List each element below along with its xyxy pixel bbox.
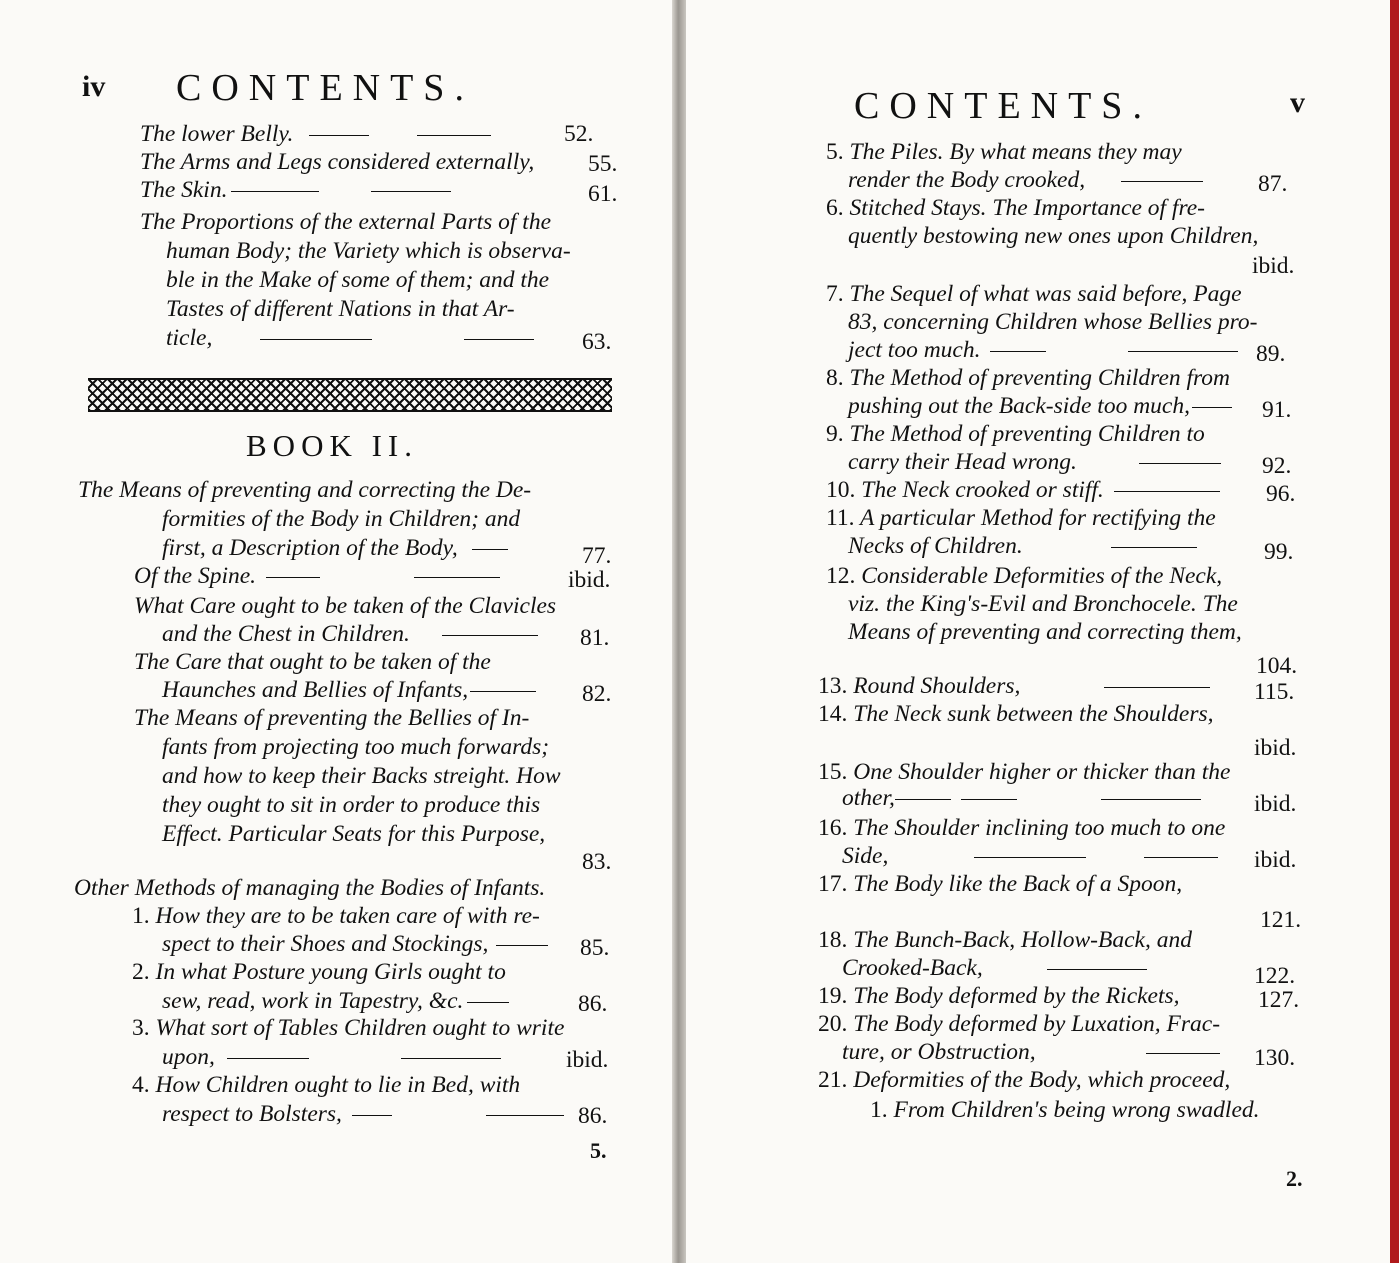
toc-entry: first, a Description of the Body, — [162, 534, 508, 562]
toc-page-ref: ibid. — [1254, 735, 1297, 761]
toc-page-ref: 86. — [578, 1103, 608, 1129]
page-number-right: v — [1290, 86, 1305, 119]
toc-entry: 4. How Children ought to lie in Bed, with — [132, 1072, 521, 1098]
contents-title-left: CONTENTS. — [176, 67, 474, 109]
toc-entry: Effect. Particular Seats for this Purpose, — [162, 821, 546, 847]
book-gutter — [672, 0, 686, 1263]
toc-entry: Crooked-Back, — [842, 954, 1147, 982]
toc-page-ref: 86. — [578, 991, 608, 1017]
toc-page-ref: 87. — [1258, 171, 1288, 197]
contents-title-right: CONTENTS. — [854, 85, 1152, 127]
printers-ornament-band — [88, 378, 612, 412]
toc-entry: 5. The Piles. By what means they may — [826, 139, 1182, 165]
toc-entry: Of the Spine. — [134, 562, 500, 590]
toc-entry: formities of the Body in Children; and — [162, 506, 521, 532]
toc-page-ref: 89. — [1256, 341, 1286, 367]
toc-entry: ture, or Obstruction, — [842, 1038, 1220, 1066]
toc-entry: The Proportions of the external Parts of the — [140, 209, 551, 235]
toc-page-ref: 96. — [1266, 481, 1296, 507]
toc-entry: Means of preventing and correcting them, — [848, 619, 1242, 645]
toc-entry: 1. How they are to be taken care of with re- — [132, 903, 540, 929]
toc-entry: and the Chest in Children. — [162, 620, 538, 648]
toc-page-ref: 104. — [1256, 653, 1298, 679]
toc-entry: and how to keep their Backs streight. How — [162, 763, 561, 789]
toc-entry: 14. The Neck sunk between the Shoulders, — [818, 701, 1214, 727]
toc-page-ref: 82. — [582, 681, 612, 707]
toc-entry: spect to their Shoes and Stockings, — [162, 930, 548, 958]
toc-entry: 15. One Shoulder higher or thicker than the — [818, 759, 1231, 785]
toc-entry: The Means of preventing and correcting the De- — [78, 477, 532, 503]
toc-page-ref: 121. — [1260, 907, 1302, 933]
toc-page-ref: ibid. — [1254, 791, 1297, 817]
toc-page-ref: 127. — [1258, 987, 1300, 1013]
toc-entry: 16. The Shoulder inclining too much to one — [818, 815, 1226, 841]
toc-entry: Other Methods of managing the Bodies of Infants. — [74, 875, 546, 901]
toc-entry: The Skin. — [140, 176, 451, 204]
toc-entry: The Care that ought to be taken of the — [134, 649, 491, 675]
toc-entry: Necks of Children. — [848, 532, 1197, 560]
toc-entry: 21. Deformities of the Body, which proceed, — [818, 1067, 1231, 1093]
toc-entry: they ought to sit in order to produce this — [162, 792, 541, 818]
toc-entry: The Arms and Legs considered externally, — [140, 149, 535, 175]
toc-entry: 17. The Body like the Back of a Spoon, — [818, 871, 1183, 897]
toc-entry: 12. Considerable Deformities of the Neck, — [826, 563, 1223, 589]
toc-entry: 3. What sort of Tables Children ought to write — [132, 1015, 565, 1041]
toc-page-ref: 77. — [582, 543, 612, 569]
toc-page-ref: ibid. — [1252, 253, 1295, 279]
toc-page-ref: 85. — [580, 935, 610, 961]
toc-entry: ject too much. — [848, 336, 1238, 364]
toc-entry: viz. the King's-Evil and Bronchocele. The — [848, 591, 1238, 617]
toc-entry: human Body; the Variety which is observa- — [166, 238, 571, 264]
toc-entry: 2. In what Posture young Girls ought to — [132, 959, 506, 985]
toc-entry: respect to Bolsters, — [162, 1100, 564, 1128]
book-heading: BOOK II. — [246, 428, 418, 463]
toc-entry: 13. Round Shoulders, — [818, 672, 1210, 700]
toc-page-ref: 115. — [1254, 679, 1295, 705]
toc-entry: 8. The Method of preventing Children from — [826, 365, 1231, 391]
toc-page-ref: 92. — [1262, 453, 1292, 479]
toc-page-ref: 83. — [582, 849, 612, 875]
toc-entry: 19. The Body deformed by the Rickets, — [818, 983, 1180, 1009]
toc-page-ref: 52. — [564, 121, 594, 147]
toc-entry: 83, concerning Children whose Bellies pro- — [848, 309, 1258, 335]
toc-entry: quently bestowing new ones upon Children, — [848, 223, 1259, 249]
toc-entry: render the Body crooked, — [848, 166, 1203, 194]
toc-page-ref: 63. — [582, 329, 612, 355]
toc-page-ref: 61. — [588, 181, 618, 207]
toc-entry: ticle, — [166, 324, 534, 352]
toc-page-ref: ibid. — [1254, 847, 1297, 873]
toc-entry: 11. A particular Method for rectifying the — [826, 505, 1216, 531]
toc-entry: 1. From Children's being wrong swadled. — [870, 1097, 1260, 1123]
toc-page-ref: ibid. — [568, 567, 611, 593]
toc-entry: Haunches and Bellies of Infants, — [162, 676, 536, 704]
toc-entry: 10. The Neck crooked or stiff. — [826, 476, 1220, 504]
toc-entry: The lower Belly. — [140, 120, 491, 148]
toc-page-ref: 130. — [1254, 1045, 1296, 1071]
toc-entry: carry their Head wrong. — [848, 448, 1221, 476]
toc-entry: other, — [842, 784, 1201, 812]
page-number-left: iv — [82, 70, 106, 103]
toc-entry: upon, — [162, 1043, 501, 1071]
toc-entry: Tastes of different Nations in that Ar- — [166, 296, 515, 322]
left-page — [0, 0, 672, 1263]
toc-entry: 9. The Method of preventing Children to — [826, 421, 1205, 447]
toc-page-ref: 81. — [580, 625, 610, 651]
catchword-right: 2. — [1286, 1166, 1303, 1191]
toc-entry: The Means of preventing the Bellies of In- — [134, 705, 530, 731]
toc-entry: sew, read, work in Tapestry, &c. — [162, 987, 509, 1015]
toc-entry: fants from projecting too much forwards; — [162, 734, 550, 760]
toc-entry: 7. The Sequel of what was said before, Page — [826, 281, 1242, 307]
toc-page-ref: 99. — [1264, 539, 1294, 565]
toc-entry: 6. Stitched Stays. The Importance of fre- — [826, 195, 1205, 221]
toc-page-ref: ibid. — [566, 1047, 609, 1073]
catchword-left: 5. — [590, 1138, 607, 1163]
toc-entry: 20. The Body deformed by Luxation, Frac- — [818, 1011, 1221, 1037]
right-page — [686, 0, 1390, 1263]
toc-page-ref: 55. — [588, 151, 618, 177]
toc-page-ref: 91. — [1262, 397, 1292, 423]
toc-page-ref: 122. — [1254, 963, 1296, 989]
toc-entry: What Care ought to be taken of the Clavicles — [134, 593, 557, 619]
toc-entry: pushing out the Back-side too much, — [848, 392, 1232, 420]
toc-entry: ble in the Make of some of them; and the — [166, 267, 550, 293]
toc-entry: 18. The Bunch-Back, Hollow-Back, and — [818, 927, 1192, 953]
toc-entry: Side, — [842, 842, 1218, 870]
